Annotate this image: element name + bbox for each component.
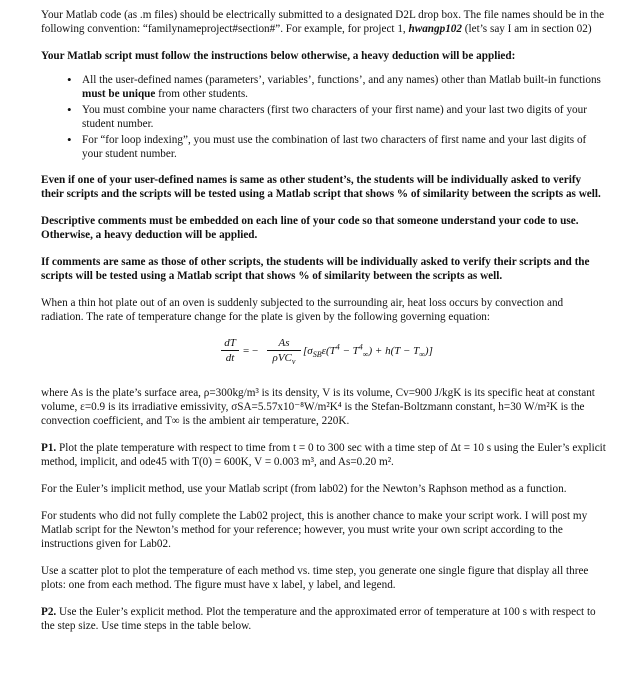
list-item: • You must combine your name characters (first two characters of your first name) and your last two digits of your student number. [82,103,606,131]
filename-example: hwangp102 [408,23,462,35]
rules-list [41,73,606,161]
submission-instructions: Your Matlab code (as .m files) should be electrically submitted to a designated D2L drop box. The file names should be in the following convention: “familynameproject#section#”. For example, for project 1, hwangp102 (let’s say I am in section 02) [41,9,605,35]
scatter-plot-instructions: Use a scatter plot to plot the temperature of each method vs. time step, you generate one single figure that display all three plots: one from each method. The figure must have x label, y label, and legend. [41,565,589,591]
problem-1: P1. Plot the plate temperature with respect to time from t = 0 to 300 sec with a time step of Δt = 10 s using the Euler’s explicit method, implicit, and ode45 with T(0) = 600K, V = 0.003 m³, and As=0.20 m². [41,442,606,468]
equation-rhs: $[\sigma_{SB}\varepsilon(T^4 - T^4_\infty) + h(T - T_\infty)]$ [303,342,433,360]
equation-coefficient: As ρVC$_v$ [267,336,301,365]
implicit-method-note: For the Euler’s implicit method, use your Matlab script (from lab02) for the Newton’s Raphson method as a function. [41,483,567,495]
lab02-note: For students who did not fully complete the Lab02 project, this is another chance to make your script work. I will post my Matlab script for the Newton’s method for your reference; however, you must write your own script according to the instructions given for Lab02. [41,510,588,550]
comments-requirement: Descriptive comments must be embedded on each line of your code so that someone understand your code to use. Otherwise, a heavy deduction will be applied. [41,215,579,241]
document-page [41,8,606,633]
equation-lhs: $\frac{dT}{dt}$ [221,336,239,365]
problem-description: When a thin hot plate out of an oven is suddenly subjected to the surrounding air, heat loss occurs by convection and radiation. The rate of temperature change for the plate is given by the following governing equation: [41,297,564,323]
comments-similarity-warning: If comments are same as those of other scripts, the students will be individually asked to verify their scripts and the scripts will be tested using a Matlab script that shows % of similarity between the scripts as well. [41,256,590,282]
rules-heading: Your Matlab script must follow the instructions below otherwise, a heavy deduction will be applied: [41,50,516,62]
similarity-warning: Even if one of your user-defined names is same as other student’s, the students will be individually asked to verify their scripts and the scripts will be tested using a Matlab script that shows % of similarity between the scripts as well. [41,174,601,200]
parameter-definitions: where As is the plate’s surface area, ρ=300kg/m³ is its density, V is its volume, Cv=900 J/kgK is its specific heat at constant volume, ε=0.9 is its irradiative emissivity, σSA=5.57x10⁻⁸W/m²K⁴ is the Stefan-Boltzmann constant, h=30 W/m²K is the convection coefficient, and T∞ is the ambient air temperature, 220K. [41,387,595,427]
list-item: • For “for loop indexing”, you must use the combination of last two characters of first name and your last digits of your student number. [82,133,606,161]
list-item: • All the user-defined names (parameters’, variables’, functions’, and any names) other than Matlab built-in functions must be unique from other students. [82,73,606,101]
governing-equation: $\frac{dT}{dt}$ = − As ρVC$_v$ $[\sigma_{SB}\varepsilon(T^4 - T^4_\infty) + h(T - T_\infty)]$ [41,328,606,380]
problem-2: P2. Use the Euler’s explicit method. Plot the temperature and the approximated error of temperature at 100 s with respect to the step size. Use time steps in the table below. [41,606,596,632]
